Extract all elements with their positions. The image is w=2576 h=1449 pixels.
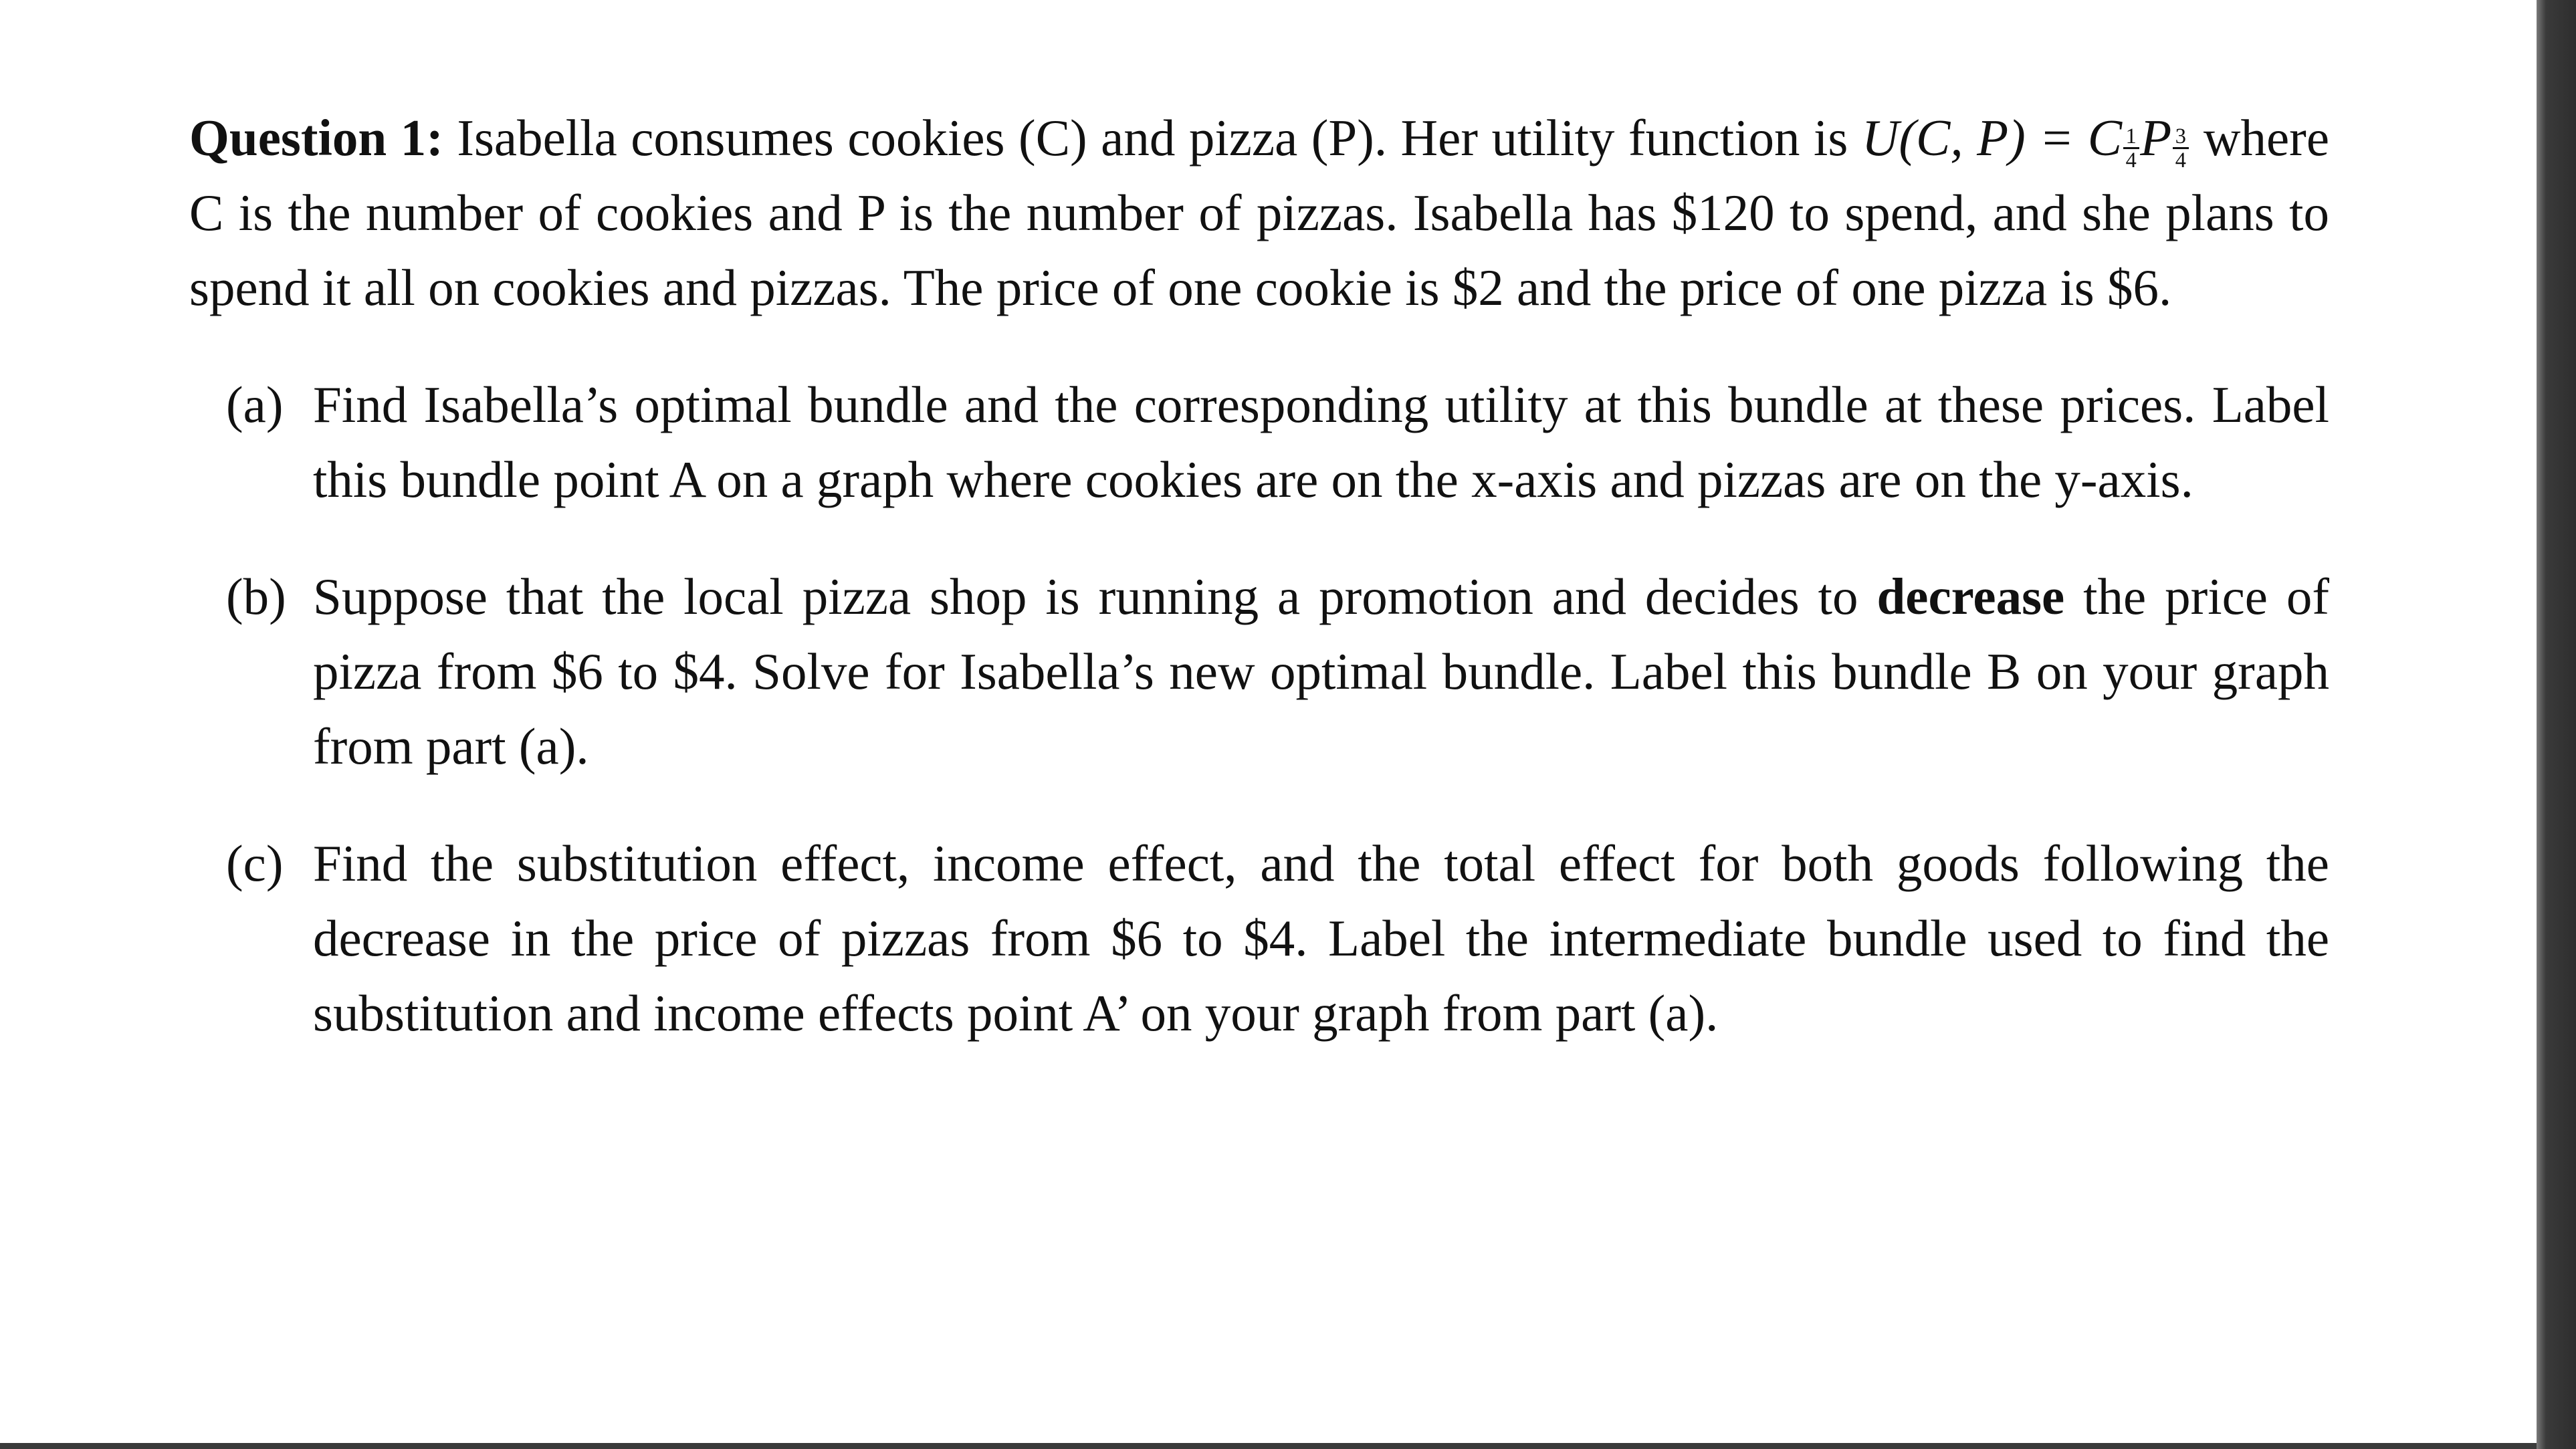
window-edge-right: [2537, 0, 2576, 1449]
part-a: [189, 367, 2329, 517]
part-letter: (c): [226, 834, 284, 892]
part-text-before-emphasis: Suppose that the local pizza shop is running a promotion and decides to: [313, 568, 1877, 625]
question-text-before-formula: Isabella consumes cookies (C) and pizza (P). Her utility function is: [443, 109, 1862, 166]
part-b: [189, 559, 2329, 784]
document-content: [189, 100, 2329, 1093]
part-letter: (a): [226, 376, 284, 433]
part-text: Find Isabella’s optimal bundle and the corresponding utility at this bundle at these prices. Label this bundle point A on a graph where cookies are on the x-axis and pizzas are on the y-axis.: [313, 376, 2329, 508]
part-text-after-emphasis: the price of pizza from $6 to $4. Solve for Isabella’s new optimal bundle. Label this bundle B on your graph from part (a).: [313, 568, 2329, 775]
utility-function-formula: [1861, 109, 2190, 172]
formula-lhs: U(C, P) = C: [1861, 109, 2123, 166]
emphasized-word: decrease: [1876, 568, 2065, 625]
exponent-one-quarter: [2123, 125, 2139, 171]
exponent-denominator: 4: [2125, 147, 2137, 172]
question-intro: [189, 100, 2329, 325]
part-c: [189, 826, 2329, 1050]
question-label: Question 1:: [189, 109, 443, 166]
part-text: Find the substitution effect, income effect, and the total effect for both goods following the decrease in the price of pizzas from $6 to $4. Label the intermediate bundle used to find the substitution and income effects point A’ on your graph from part (a).: [313, 834, 2329, 1042]
part-text: [313, 559, 2329, 784]
window-edge-bottom: [0, 1443, 2537, 1449]
question-1: [189, 100, 2329, 325]
exponent-numerator: 3: [2173, 125, 2189, 148]
part-letter: (b): [226, 568, 286, 625]
exponent-denominator: 4: [2175, 147, 2186, 172]
question-text-after-formula: where C is the number of cookies and P is the number of pizzas. Isabella has $120 to spend, and she plans to spend it all on cookies and pizzas. The price of one cookie is $2 and the price of one pizza is $6.: [189, 109, 2329, 316]
formula-base-p: P: [2140, 109, 2172, 166]
exponent-numerator: 1: [2123, 125, 2139, 148]
exponent-three-quarters: [2173, 125, 2189, 171]
question-parts-list: [189, 367, 2329, 1050]
